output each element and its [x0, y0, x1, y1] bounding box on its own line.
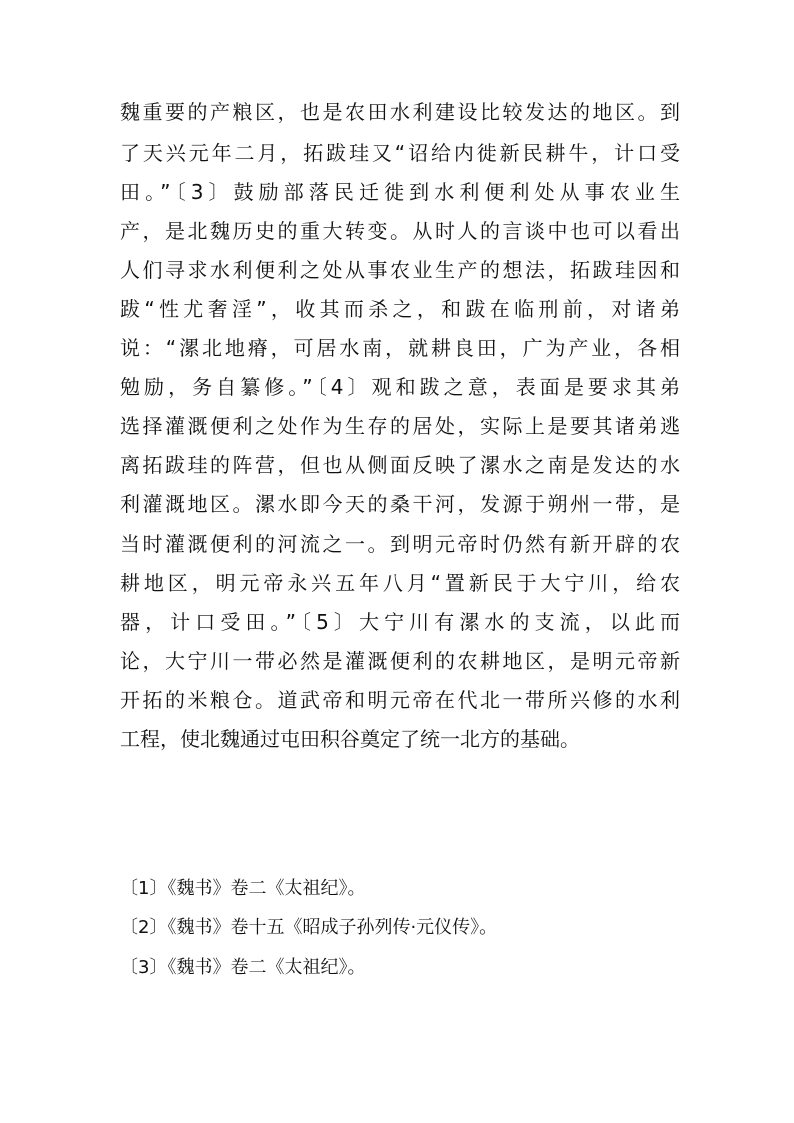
body-line: 论，大宁川一带必然是灌溉便利的农耕地区，是明元帝新: [120, 649, 680, 673]
body-line: 勉励，务自纂修。”〔4〕观和跋之意，表面是要求其弟: [120, 375, 680, 399]
footnote: 〔1〕《魏书》卷二《太祖纪》。: [120, 878, 366, 899]
body-line: 利灌溉地区。漯水即今天的桑干河，发源于朔州一带，是: [120, 492, 680, 516]
body-line: 器，计口受田。”〔5〕大宁川有漯水的支流，以此而: [120, 610, 680, 634]
body-line: 了天兴元年二月，拓跋珪又“诏给内徙新民耕牛，计口受: [120, 141, 680, 165]
body-line: 人们寻求水利便利之处从事农业生产的想法，拓跋珪因和: [120, 258, 680, 282]
body-line: 魏重要的产粮区，也是农田水利建设比较发达的地区。到: [120, 100, 680, 124]
body-line: 选择灌溉便利之处作为生存的居处，实际上是要其诸弟逃: [120, 414, 680, 438]
body-line: 耕地区，明元帝永兴五年八月“置新民于大宁川，给农: [120, 571, 680, 595]
body-line: 当时灌溉便利的河流之一。到明元帝时仍然有新开辟的农: [120, 532, 680, 556]
body-line: 开拓的米粮仓。道武帝和明元帝在代北一带所兴修的水利: [120, 688, 680, 712]
body-line: 工程，使北魏通过屯田积谷奠定了统一北方的基础。: [120, 727, 580, 751]
body-line: 田。”〔3〕鼓励部落民迁徙到水利便利处从事农业生: [120, 180, 680, 204]
footnote: 〔3〕《魏书》卷二《太祖纪》。: [120, 957, 366, 978]
body-line: 离拓跋珪的阵营，但也从侧面反映了漯水之南是发达的水: [120, 453, 680, 477]
footnote: 〔2〕《魏书》卷十五《昭成子孙列传·元仪传》。: [120, 917, 498, 938]
body-line: 说：“漯北地瘠，可居水南，就耕良田，广为产业，各相: [120, 336, 680, 360]
body-line: 产，是北魏历史的重大转变。从时人的言谈中也可以看出: [120, 219, 680, 243]
body-line: 跋“性尤奢淫”，收其而杀之，和跋在临刑前，对诸弟: [120, 297, 680, 321]
